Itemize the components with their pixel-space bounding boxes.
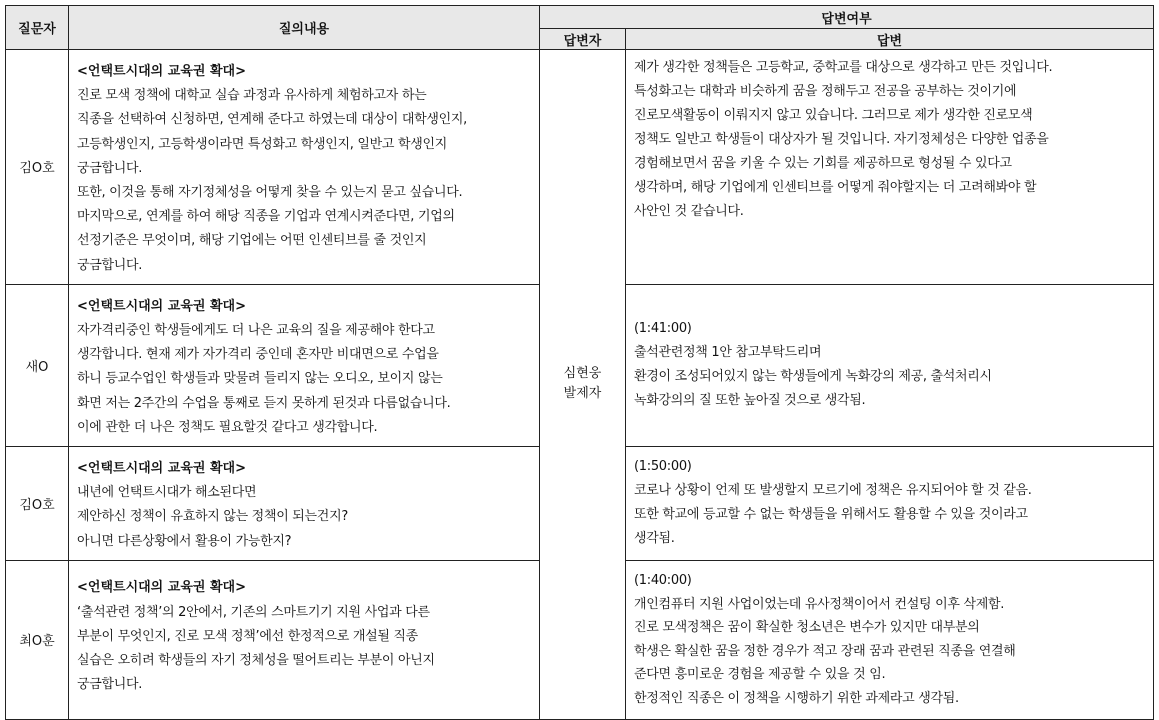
answer-line: 진로모색활동이 이뤄지지 않고 있습니다. 그러므로 제가 생각한 진로모색 [634,108,1033,123]
question-line: 이에 관한 더 나은 정책도 필요할것 같다고 생각합니다. [77,419,378,435]
answer-line: 환경이 조성되어있지 않는 학생들에게 녹화강의 제공, 출석처리시 [634,369,992,385]
header-responder: 답변자 [540,29,626,50]
asker-cell: 새O [6,284,69,446]
answer-cell [626,447,1154,561]
answer-line: 사안인 것 같습니다. [634,204,744,219]
question-line: 또한, 이것을 통해 자기정체성을 어떻게 찾을 수 있는지 묻고 싶습니다. [77,185,463,201]
qa-table [5,5,1154,720]
answer-line: 한정적인 직종은 이 정책을 시행하기 위한 과제라고 생각됨. [634,690,959,706]
question-cell [69,284,540,446]
answer-line: 경험해보면서 꿈을 키울 수 있는 기회를 제공하므로 형성될 수 있다고 [634,156,1012,171]
answer-line: (1:41:00) [634,321,692,337]
question-line: 고등학생인지, 고등학생이라면 특성화고 학생인지, 일반고 학생인지 [77,136,448,152]
question-line: 직종을 선택하여 신청하면, 연계해 준다고 하였는데 대상이 대학생인지, [77,112,467,128]
question-line: 자가격리중인 학생들에게도 더 나은 교육의 질을 제공해야 한다고 [77,323,435,339]
answer-line: (1:40:00) [634,573,692,589]
responder-name: 심현웅 [563,366,602,382]
question-line: 선정기준은 무엇이며, 해당 기업에는 어떤 인센티브를 줄 것인지 [77,233,427,249]
answer-line: 생각하며, 해당 기업에게 인센티브를 어떻게 줘야할지는 더 고려해봐야 할 [634,180,1037,195]
header-answer-status: 답변여부 [540,6,1154,29]
question-title: <언택트시대의 교육권 확대> [77,580,246,596]
answer-cell [626,50,1154,285]
question-title: <언택트시대의 교육권 확대> [77,298,246,314]
question-cell [69,447,540,561]
answer-cell [626,284,1154,446]
answer-line: 제가 생각한 정책들은 고등학교, 중학교를 대상으로 생각하고 만든 것입니다. [634,60,1053,75]
question-line: 제안하신 정책이 유효하지 않는 정책이 되는건지? [77,509,348,525]
header-content: 질의내용 [69,6,540,50]
answer-line: 특성화고는 대학과 비슷하게 꿈을 정해두고 전공을 공부하는 것이기에 [634,84,1017,99]
question-cell [69,560,540,719]
answer-cell [626,560,1154,719]
answer-line: 학생은 확실한 꿈을 정한 경우가 적고 장래 꿈과 관련된 직종을 연결해 [634,643,1016,659]
answer-line: 또한 학교에 등교할 수 없는 학생들을 위해서도 활용할 수 있을 것이라고 [634,507,1028,523]
asker-cell: 김O호 [6,447,69,561]
question-line: 궁금합니다. [77,257,143,273]
answer-line: 출석관련정책 1안 참고부탁드리며 [634,345,822,361]
question-title: <언택트시대의 교육권 확대> [77,461,246,477]
answer-line: 진로 모색정책은 꿈이 확실한 청소년은 변수가 있지만 대부분의 [634,620,980,636]
answer-line: 개인컴퓨터 지원 사업이었는데 유사정책이어서 컨설팅 이후 삭제함. [634,596,1005,612]
table-row [6,50,1154,285]
question-line: 마지막으로, 연계를 하여 해당 직종을 기업과 연계시켜준다면, 기업의 [77,209,455,225]
answer-line: (1:50:00) [634,459,692,475]
question-title: <언택트시대의 교육권 확대> [77,64,246,79]
answer-line: 생각됨. [634,531,675,547]
asker-cell: 김O호 [6,50,69,285]
question-line: 부분이 무엇인지, 진로 모색 정책’에선 한정적으로 개설될 직종 [77,628,418,644]
question-line: 아니면 다른상황에서 활용이 가능한지? [77,533,292,549]
responder-role: 발제자 [563,386,602,402]
header-asker: 질문자 [6,6,69,50]
answer-line: 녹화강의의 질 또한 높아질 것으로 생각됨. [634,393,866,409]
responder-cell [540,50,626,720]
question-cell [69,50,540,285]
header-answer: 답변 [626,29,1154,50]
question-line: 진로 모색 정책에 대학교 실습 과정과 유사하게 체험하고자 하는 [77,88,427,104]
question-line: 내년에 언택트시대가 해소된다면 [77,485,257,501]
asker-cell: 최O훈 [6,560,69,719]
question-line: 화면 저는 2주간의 수업을 통째로 듣지 못하게 된것과 다름없습니다. [77,395,451,411]
answer-line: 코로나 상황이 언제 또 발생할지 모르기에 정책은 유지되어야 할 것 같음. [634,483,1032,499]
question-line: 궁금합니다. [77,677,143,693]
question-line: 궁금합니다. [77,160,143,176]
question-line: ‘출석관련 정책’의 2안에서, 기존의 스마트기기 지원 사업과 다른 [77,604,430,620]
question-line: 생각합니다. 현재 제가 자가격리 중인데 혼자만 비대면으로 수업을 [77,347,439,363]
question-line: 하니 등교수업인 학생들과 맞물려 들리지 않는 오디오, 보이지 않는 [77,371,443,387]
answer-line: 정책도 일반고 학생들이 대상자가 될 것입니다. 자기정체성은 다양한 업종을 [634,132,1049,147]
answer-line: 준다면 흥미로운 경험을 제공할 수 있을 것 임. [634,667,886,683]
question-line: 실습은 오히려 학생들의 자기 정체성을 떨어트리는 부분이 아닌지 [77,652,435,668]
